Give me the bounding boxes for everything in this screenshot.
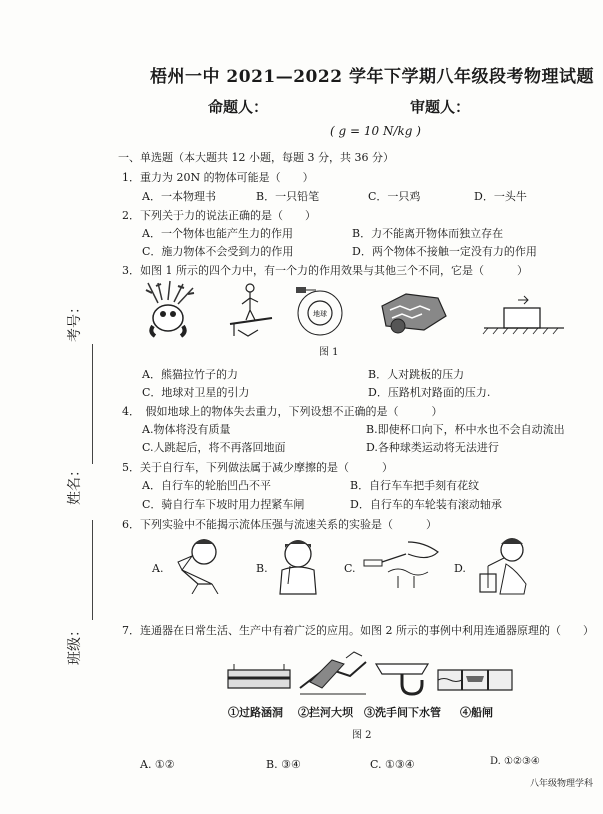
q4-option-a[interactable]: A.物体将没有质量 [142, 423, 231, 436]
q5-option-b[interactable]: B．自行车车把手刻有花纹 [350, 479, 480, 492]
reviewer-label: 审题人： [410, 98, 471, 116]
panda-pulling-bamboo-figure [138, 278, 204, 338]
q4-stem: 4． 假如地球上的物体失去重力，下列设想不正确的是（ ） [122, 405, 443, 418]
blowing-paper-figure [270, 536, 328, 596]
q6-stem: 6．下列实验中不能揭示流体压强与流速关系的实验是（ ） [122, 518, 437, 531]
name-label: 姓名： [67, 463, 83, 505]
q2-option-d[interactable]: D．两个物体不接触一定没有力的作用 [352, 245, 537, 258]
q7-option-d[interactable]: D. ①②③④ [490, 756, 540, 767]
q5-stem: 5．关于自行车，下列做法属于减少摩擦的是（ ） [122, 461, 393, 474]
q7-item-dam: ②拦河大坝 [298, 706, 353, 719]
q7-item-shiplock: ④船闸 [460, 706, 493, 719]
earth-satellite-figure [290, 283, 352, 339]
name-line [92, 520, 93, 620]
figure-2-caption: 图 2 [352, 730, 372, 741]
q7-option-a[interactable]: A. ①② [140, 758, 175, 771]
q1-option-a[interactable]: A．一本物理书 [142, 190, 216, 203]
road-roller-figure [376, 286, 452, 338]
q4-option-d[interactable]: D.各种球类运动将无法进行 [366, 441, 499, 454]
q7-option-b[interactable]: B. ③④ [266, 758, 301, 771]
q5-option-a[interactable]: A．自行车的轮胎凹凸不平 [142, 479, 271, 492]
q1-option-c[interactable]: C．一只鸡 [368, 190, 421, 203]
q3-option-d[interactable]: D．压路机对路面的压力. [368, 386, 491, 399]
q3-stem: 3．如图 1 所示的四个力中，有一个力的作用效果与其他三个不同，它是（ ） [122, 264, 528, 277]
q1-option-b[interactable]: B．一只铅笔 [256, 190, 320, 203]
section-title: 一、单选题（本大题共 12 小题，每题 3 分，共 36 分） [118, 151, 394, 164]
q2-stem: 2．下列关于力的说法正确的是（ ） [122, 209, 316, 222]
dam-figure [296, 650, 370, 700]
exam-number-label: 考号： [67, 300, 83, 342]
q7-stem: 7．连通器在日常生活、生产中有着广泛的应用。如图 2 所示的事例中利用连通器原理的（ ） [122, 624, 594, 637]
q7-item-sink: ③洗手间下水管 [364, 706, 441, 719]
q6-label-d[interactable]: D. [454, 562, 466, 575]
q4-option-c[interactable]: C.人跳起后，将不再落回地面 [142, 441, 286, 454]
gravity-constant: ( g = 10 N/kg ) [330, 124, 421, 138]
q7-option-c[interactable]: C. ①③④ [370, 758, 415, 771]
figure-1-caption: 图 1 [319, 347, 339, 358]
svg-text:地球: 地球 [313, 310, 327, 318]
class-label: 班级： [67, 623, 83, 665]
q2-option-b[interactable]: B．力不能离开物体而独立存在 [352, 227, 504, 240]
q7-item-culvert: ①过路涵洞 [228, 706, 283, 719]
q5-option-c[interactable]: C．骑自行车下坡时用力捏紧车闸 [142, 498, 305, 511]
q1-stem: 1．重力为 20N 的物体可能是（ ） [122, 171, 314, 184]
q3-option-b[interactable]: B．人对跳板的压力 [368, 368, 465, 381]
culvert-figure [226, 660, 292, 696]
ship-lock-figure [436, 660, 514, 696]
q6-label-b[interactable]: B. [256, 562, 268, 575]
blowing-between-cans-figure [358, 540, 446, 590]
block-on-surface-figure [478, 292, 568, 338]
q5-option-d[interactable]: D．自行车的车轮装有滚动轴承 [350, 498, 502, 511]
author-label: 命题人： [208, 98, 269, 116]
q6-label-a[interactable]: A. [152, 562, 164, 575]
diving-board-figure [228, 280, 278, 338]
exam-number-line [92, 344, 93, 464]
q2-option-c[interactable]: C．施力物体不会受到力的作用 [142, 245, 294, 258]
q1-option-d[interactable]: D．一头牛 [474, 190, 527, 203]
q3-option-a[interactable]: A．熊猫拉竹子的力 [142, 368, 238, 381]
q2-option-a[interactable]: A．一个物体也能产生力的作用 [142, 227, 293, 240]
sink-drain-pipe-figure [372, 660, 432, 700]
q3-option-c[interactable]: C．地球对卫星的引力 [142, 386, 250, 399]
q4-option-b[interactable]: B.即使杯口向下，杯中水也不会自动流出 [366, 423, 565, 436]
blowing-funnel-figure [168, 536, 228, 594]
exam-title: 梧州一中 2021—2022 学年下学期八年级段考物理试题 [150, 67, 594, 87]
q6-label-c[interactable]: C. [344, 562, 356, 575]
straw-in-cup-figure [470, 536, 534, 596]
footer-subject: 八年级物理学科 [530, 779, 594, 789]
